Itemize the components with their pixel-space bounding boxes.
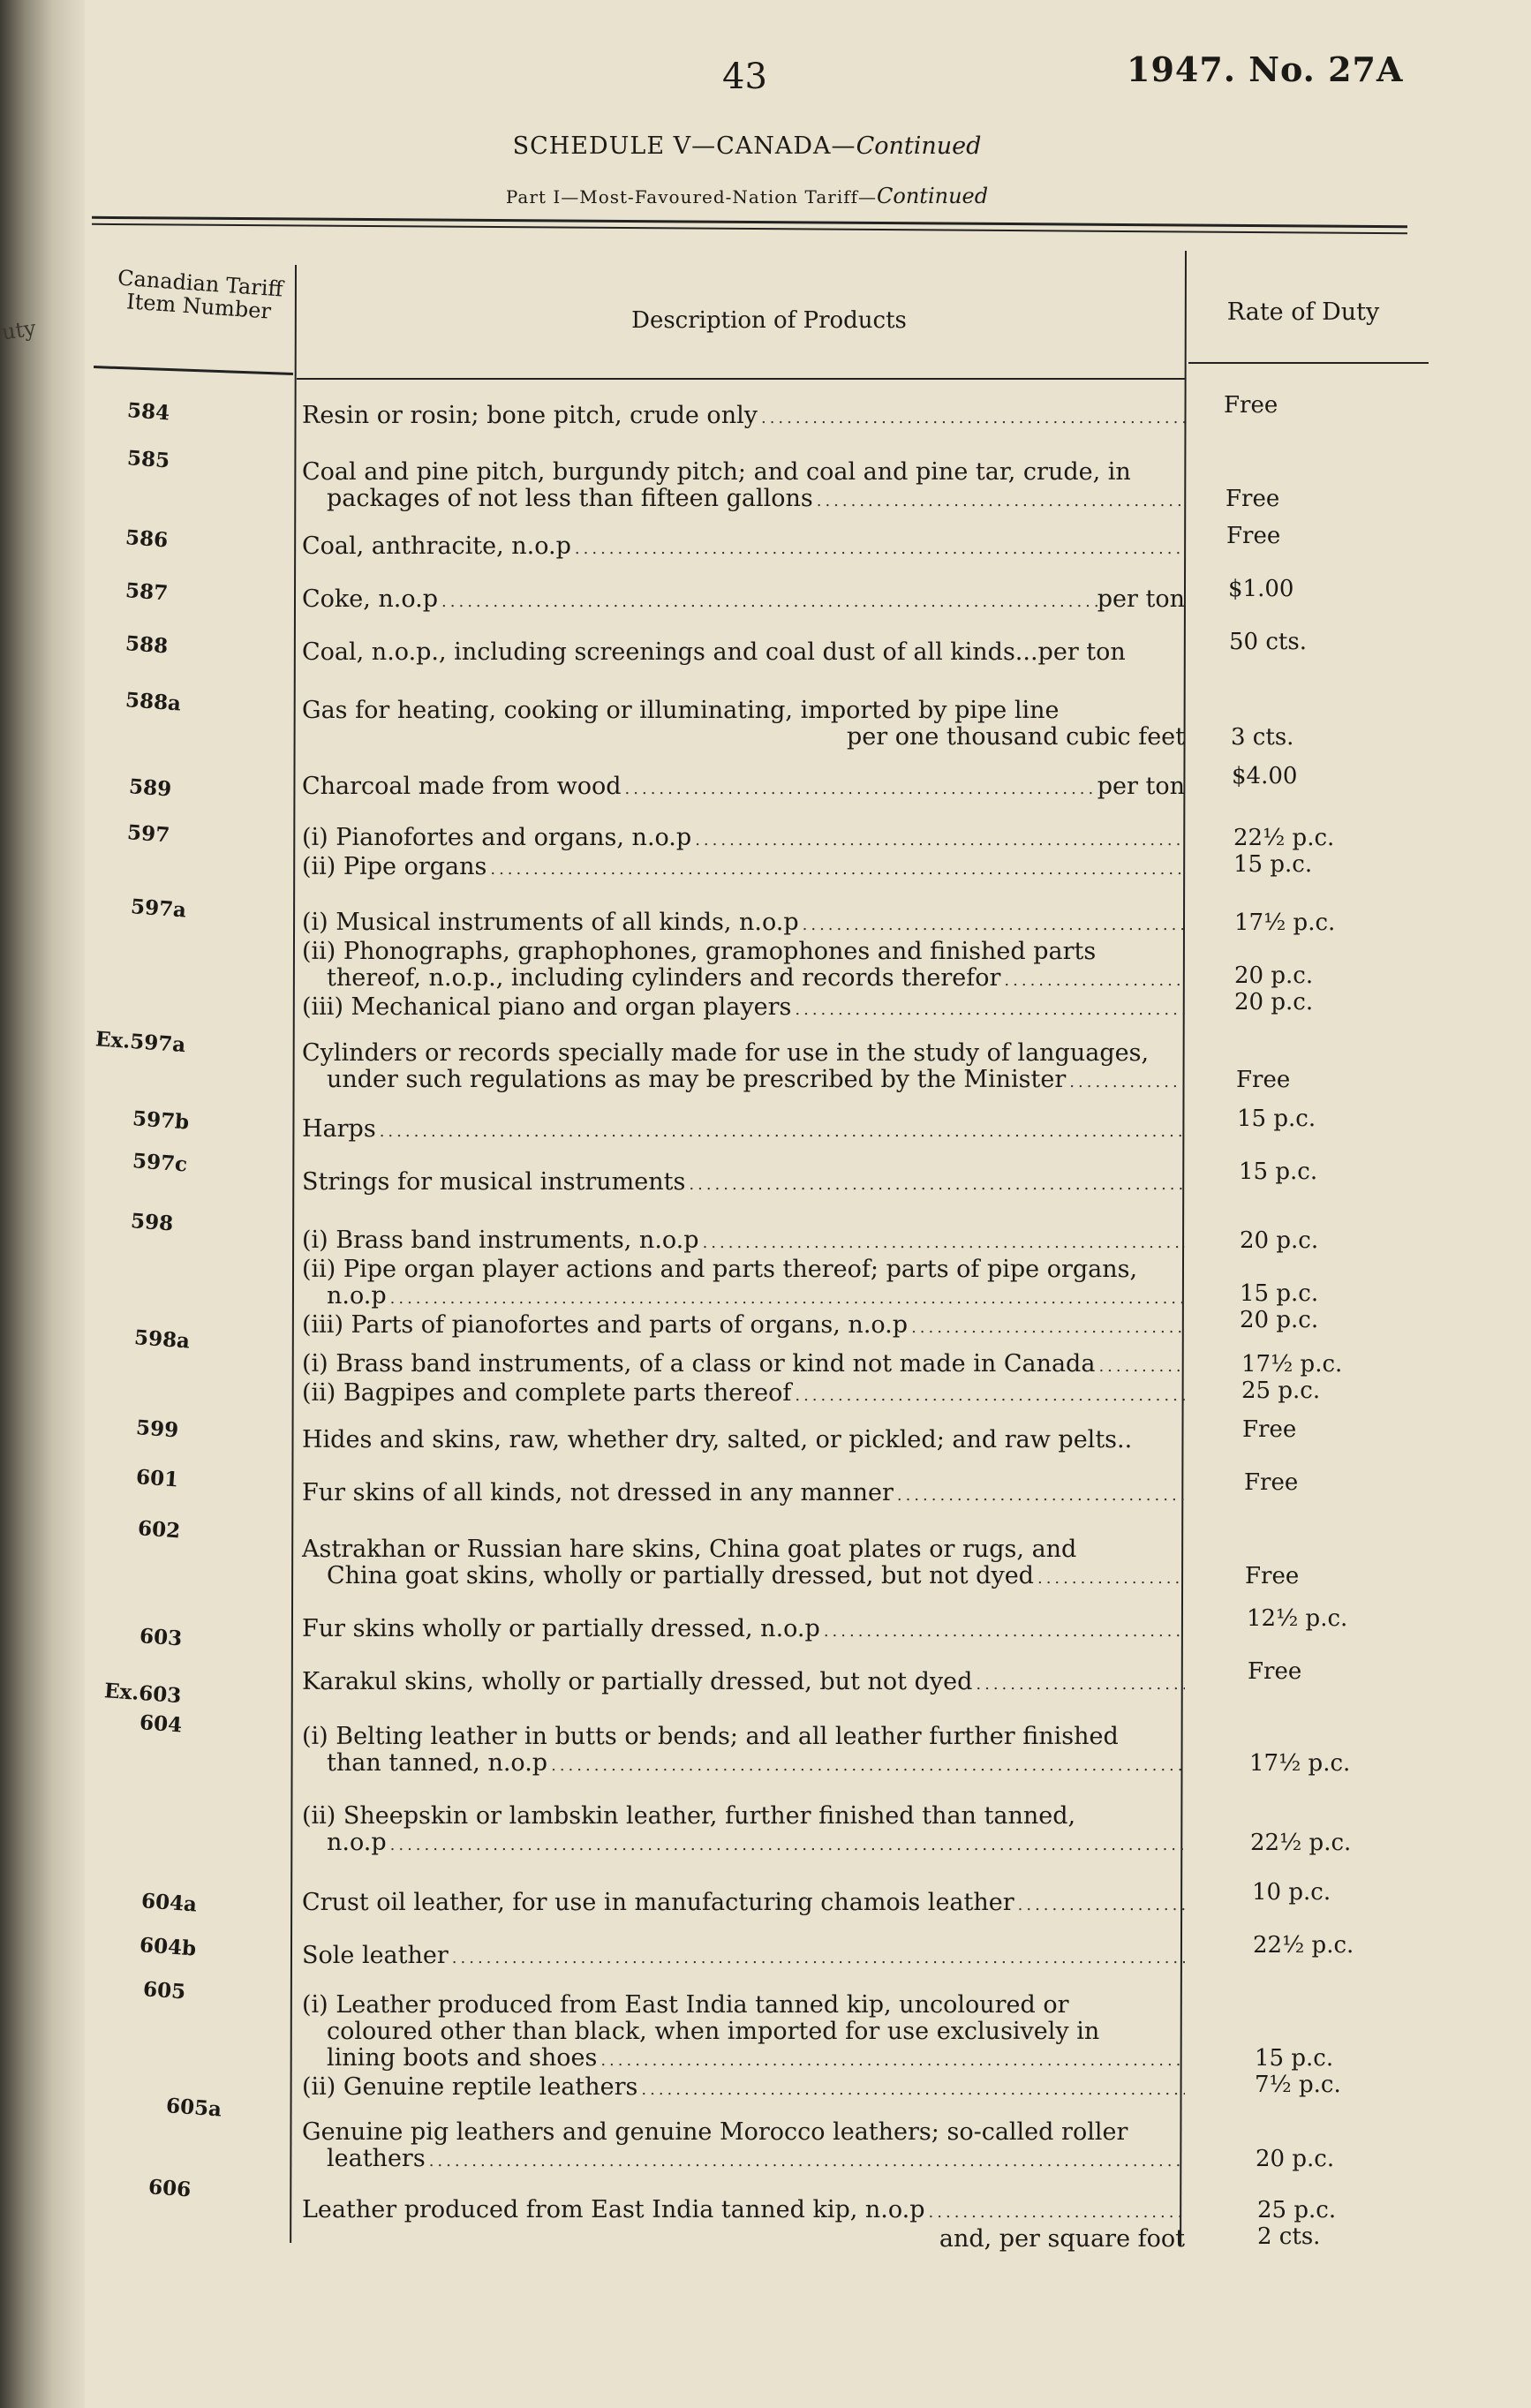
duty-rate: 7½ p.c.: [1255, 2072, 1341, 2098]
product-description: [302, 2119, 1185, 2175]
leader-dots: [429, 2148, 1185, 2175]
leader-dots: [824, 1619, 1185, 1645]
description-text: lining boots and shoes: [327, 2044, 598, 2072]
leader-dots: [976, 1672, 1185, 1698]
description-line: [302, 2197, 1185, 2226]
product-description: [302, 1480, 1185, 1509]
unit-suffix: per ton: [1097, 585, 1185, 613]
description-text: Hides and skins, raw, whether dry, salted, or pickled; and raw pelts..: [302, 1426, 1133, 1453]
description-line: [302, 825, 1185, 854]
tariff-item-number: 598a: [133, 1325, 191, 1354]
duty-rate: Free: [1226, 486, 1280, 512]
description-line: [302, 1750, 1185, 1779]
description-line: [302, 1067, 1185, 1096]
tariff-item-number: 597b: [132, 1106, 191, 1135]
description-line: [302, 2146, 1185, 2175]
duty-rate: 12½ p.c.: [1247, 1605, 1348, 1632]
description-line: [302, 698, 1185, 724]
leader-dots: [795, 1383, 1185, 1409]
leader-dots: [703, 1230, 1185, 1257]
description-text: (ii) Pipe organs: [302, 853, 487, 880]
description-line: [302, 1616, 1185, 1645]
description-line: [302, 586, 1185, 615]
tariff-item-number: 584: [126, 398, 171, 426]
leader-dots: [551, 1753, 1185, 1779]
duty-rate: 20 p.c.: [1240, 1307, 1319, 1333]
description-line: [302, 1427, 1185, 1453]
description-line: [302, 1536, 1185, 1563]
description-text: (ii) Bagpipes and complete parts thereof: [302, 1379, 792, 1407]
description-text: Fur skins wholly or partially dressed, n.o.p: [302, 1615, 820, 1642]
description-line: [302, 1351, 1185, 1380]
duty-rate: 22½ p.c.: [1233, 825, 1335, 851]
leader-dots: [1037, 1566, 1185, 1592]
duty-rate: 15 p.c.: [1233, 851, 1313, 878]
description-line: [302, 2019, 1185, 2045]
description-line: [302, 965, 1185, 994]
tariff-item-number: 602: [137, 1516, 182, 1544]
duty-rate: Free: [1224, 392, 1278, 419]
duty-rate: 17½ p.c.: [1241, 1351, 1343, 1378]
description-line: [302, 724, 1185, 751]
duty-rate: Free: [1248, 1658, 1302, 1685]
description-line: [302, 1480, 1185, 1509]
leader-dots: [803, 912, 1185, 939]
duty-rate: 3 cts.: [1231, 724, 1294, 751]
description-line: [302, 1724, 1185, 1750]
description-text: n.o.p: [327, 1829, 387, 1856]
product-description: [302, 825, 1185, 883]
product-description: [302, 1040, 1185, 1096]
tariff-item-number: 604b: [139, 1933, 198, 1961]
tariff-item-number: 605a: [165, 2094, 222, 2122]
description-text: under such regulations as may be prescribed by the Minister: [327, 1066, 1067, 1093]
duty-rate: 15 p.c.: [1239, 1159, 1318, 1185]
leader-dots: [795, 997, 1185, 1023]
part-title-main: Part I—Most-Favoured-Nation Tariff—: [505, 186, 878, 208]
description-line: [302, 2074, 1185, 2103]
unit-suffix: per ton: [1097, 773, 1185, 800]
product-description: [302, 2197, 1185, 2253]
description-text: Strings for musical instruments: [302, 1168, 686, 1196]
product-description: [302, 1669, 1185, 1698]
description-text: (ii) Pipe organ player actions and parts thereof; parts of pipe organs,: [302, 1256, 1138, 1283]
duty-rate: Free: [1242, 1416, 1297, 1443]
description-line: [302, 1312, 1185, 1341]
product-description: [302, 774, 1185, 803]
duty-rate: 15 p.c.: [1237, 1106, 1316, 1132]
leader-dots: [911, 1315, 1185, 1341]
product-description: [302, 1116, 1185, 1145]
tariff-item-number: 597a: [130, 895, 187, 923]
duty-rate: 25 p.c.: [1241, 1378, 1321, 1404]
description-line: [302, 1227, 1185, 1257]
product-description: [302, 910, 1185, 1023]
description-text: Karakul skins, wholly or partially dressed, but not dyed: [302, 1668, 973, 1695]
leader-dots: [390, 1832, 1185, 1859]
item-header-underline: [94, 366, 293, 375]
description-text: (i) Brass band instruments, of a class or kind not made in Canada: [302, 1350, 1096, 1378]
description-text: Resin or rosin; bone pitch, crude only: [302, 402, 758, 429]
description-line: [302, 1830, 1185, 1859]
description-text: Fur skins of all kinds, not dressed in any manner: [302, 1479, 894, 1506]
description-text: Coal and pine pitch, burgundy pitch; and coal and pine tar, crude, in: [302, 458, 1131, 486]
description-text: (iii) Parts of pianofortes and parts of organs, n.o.p: [302, 1311, 909, 1339]
description-text: coloured other than black, when imported for use exclusively in: [327, 2018, 1100, 2045]
description-text: Leather produced from East India tanned kip, n.o.p: [302, 2196, 925, 2223]
description-line: [302, 1040, 1185, 1067]
leader-dots: [390, 1286, 1185, 1312]
description-text: Gas for heating, cooking or illuminating, imported by pipe line: [302, 697, 1060, 724]
description-line: [302, 2119, 1185, 2146]
product-description: [302, 1943, 1185, 1972]
leader-dots: [441, 589, 1097, 615]
description-text: Coal, n.o.p., including screenings and coal dust of all kinds...per ton: [302, 638, 1126, 666]
duty-rate: Free: [1244, 1469, 1299, 1496]
tariff-item-number: Ex.597a: [94, 1027, 187, 1058]
product-description: [302, 1536, 1185, 1592]
duty-rate: $1.00: [1228, 576, 1294, 602]
product-description: [302, 1616, 1185, 1645]
product-description: [302, 1227, 1185, 1341]
leader-dots: [490, 857, 1185, 883]
document-reference: 1947. No. 27A: [1127, 49, 1404, 89]
document-page: [85, 0, 1531, 2408]
description-line: [302, 1669, 1185, 1698]
description-text: (ii) Genuine reptile leathers: [302, 2073, 638, 2101]
leader-dots: [761, 405, 1185, 432]
leader-dots: [817, 488, 1185, 515]
tariff-item-number: 604a: [140, 1889, 198, 1917]
duty-rate: 17½ p.c.: [1234, 910, 1336, 936]
duty-rate: Free: [1236, 1067, 1291, 1093]
duty-rate: $4.00: [1232, 763, 1298, 789]
tariff-item-number: 606: [147, 2175, 192, 2202]
description-text: packages of not less than fifteen gallons: [327, 485, 813, 512]
product-description: [302, 586, 1185, 615]
tariff-item-number: 597: [126, 820, 171, 848]
description-text: per one thousand cubic feet: [847, 723, 1185, 751]
description-line: [302, 2045, 1185, 2074]
description-line: [302, 1563, 1185, 1592]
description-text: (ii) Sheepskin or lambskin leather, further finished than tanned,: [302, 1802, 1076, 1830]
rate-header-underline: [1188, 362, 1429, 364]
description-text: Cylinders or records specially made for use in the study of languages,: [302, 1039, 1150, 1067]
tariff-item-number: 589: [128, 774, 173, 802]
description-line: [302, 910, 1185, 939]
description-text: Genuine pig leathers and genuine Morocco leathers; so-called roller: [302, 2118, 1128, 2146]
column-header-rate: Rate of Duty: [1226, 298, 1380, 326]
description-line: [302, 1992, 1185, 2019]
description-text: (i) Leather produced from East India tanned kip, uncoloured or: [302, 1991, 1069, 2019]
description-line: [302, 1257, 1185, 1283]
description-line: [302, 459, 1185, 486]
description-line: [302, 639, 1185, 666]
description-text: (iii) Mechanical piano and organ players: [302, 993, 792, 1021]
tariff-item-number: 586: [124, 525, 170, 553]
tariff-item-number: 599: [135, 1415, 180, 1443]
description-line: [302, 403, 1185, 432]
description-line: [302, 939, 1185, 965]
product-description: [302, 403, 1185, 432]
description-line: [302, 533, 1185, 562]
tariff-item-number: 585: [126, 446, 171, 473]
description-line: [302, 1890, 1185, 1919]
duty-rate: 25 p.c.: [1257, 2197, 1337, 2223]
column-header-description: Description of Products: [631, 307, 907, 334]
description-line: [302, 486, 1185, 515]
leader-dots: [452, 1945, 1185, 1972]
leader-dots: [625, 776, 1097, 803]
leader-dots: [641, 2077, 1185, 2103]
column-header-item-number: Canadian Tariff Item Number: [117, 265, 284, 324]
duty-rate: Free: [1226, 523, 1281, 549]
description-text: (ii) Phonographs, graphophones, gramophones and finished parts: [302, 938, 1097, 965]
description-text: Crust oil leather, for use in manufacturing chamois leather: [302, 1889, 1014, 1916]
book-gutter-shadow: [0, 0, 85, 2408]
description-line: [302, 1116, 1185, 1145]
duty-rate: 20 p.c.: [1234, 989, 1314, 1015]
duty-rate: 20 p.c.: [1240, 1227, 1319, 1254]
leader-dots: [575, 536, 1185, 562]
description-text: (i) Brass band instruments, n.o.p: [302, 1227, 699, 1254]
product-description: [302, 1427, 1185, 1453]
description-line: [302, 994, 1185, 1023]
schedule-title-continued: Continued: [856, 132, 982, 160]
schedule-title: [85, 132, 1409, 160]
description-line: [302, 774, 1185, 803]
description-line: [302, 1803, 1185, 1830]
product-description: [302, 1992, 1185, 2103]
description-header-underline: [297, 378, 1185, 380]
description-line: [302, 1283, 1185, 1312]
description-text: Charcoal made from wood: [302, 773, 622, 800]
leader-dots: [1098, 1354, 1185, 1380]
tariff-item-number: 597c: [132, 1149, 188, 1177]
duty-rate: 2 cts.: [1257, 2223, 1321, 2250]
leader-dots: [689, 1172, 1185, 1198]
part-title: [85, 184, 1409, 208]
duty-rate: Free: [1245, 1563, 1300, 1589]
description-line: [302, 854, 1185, 883]
description-text: Sole leather: [302, 1942, 449, 1969]
description-line: [302, 1169, 1185, 1198]
duty-rate: 20 p.c.: [1234, 962, 1314, 989]
leader-dots: [380, 1119, 1185, 1145]
description-text: thereof, n.o.p., including cylinders and records therefor: [327, 964, 1001, 992]
product-description: [302, 1169, 1185, 1198]
tariff-item-number: Ex.603: [103, 1679, 183, 1709]
leader-dots: [1069, 1069, 1185, 1096]
tariff-item-number: 604: [139, 1710, 184, 1738]
description-text: and, per square foot: [939, 2225, 1185, 2253]
left-page-fragment: uty: [0, 315, 38, 345]
part-title-continued: Continued: [877, 184, 989, 208]
duty-rate: 22½ p.c.: [1253, 1932, 1354, 1959]
tariff-item-number: 605: [142, 1977, 187, 2004]
duty-rate: 20 p.c.: [1256, 2146, 1335, 2172]
product-description: [302, 1803, 1185, 1859]
leader-dots: [897, 1483, 1185, 1509]
description-text: Coal, anthracite, n.o.p: [302, 532, 571, 560]
description-line: [302, 2226, 1185, 2253]
tariff-item-number: 588a: [124, 688, 182, 716]
leader-dots: [1018, 1892, 1185, 1919]
leader-dots: [600, 2048, 1185, 2074]
page-number: 43: [722, 57, 767, 97]
tariff-item-number: 601: [135, 1465, 180, 1492]
duty-rate: 22½ p.c.: [1250, 1830, 1352, 1856]
description-text: n.o.p: [327, 1282, 387, 1310]
tariff-item-number: 598: [130, 1209, 175, 1236]
product-description: [302, 698, 1185, 751]
leader-dots: [695, 827, 1185, 854]
product-description: [302, 1890, 1185, 1919]
product-description: [302, 639, 1185, 666]
description-line: [302, 1943, 1185, 1972]
duty-rate: 50 cts.: [1229, 629, 1307, 655]
product-description: [302, 533, 1185, 562]
duty-rate: 17½ p.c.: [1249, 1750, 1351, 1777]
schedule-title-main: SCHEDULE V—CANADA—: [512, 132, 856, 160]
description-text: (i) Musical instruments of all kinds, n.o.p: [302, 909, 799, 936]
product-description: [302, 1351, 1185, 1409]
product-description: [302, 1724, 1185, 1779]
tariff-item-number: 588: [124, 631, 170, 659]
description-text: China goat skins, wholly or partially dressed, but not dyed: [327, 1562, 1034, 1589]
description-text: than tanned, n.o.p: [327, 1749, 548, 1777]
description-text: leathers: [327, 2145, 426, 2172]
description-left-rule: [290, 265, 297, 2243]
duty-rate: 15 p.c.: [1255, 2045, 1334, 2072]
tariff-item-number: 587: [124, 578, 170, 606]
description-text: (i) Belting leather in butts or bends; and all leather further finished: [302, 1723, 1119, 1750]
description-text: (i) Pianofortes and organs, n.o.p: [302, 824, 692, 851]
leader-dots: [929, 2200, 1185, 2226]
leader-dots: [1004, 968, 1185, 994]
description-text: Astrakhan or Russian hare skins, China goat plates or rugs, and: [302, 1536, 1077, 1563]
description-text: Coke, n.o.p: [302, 585, 439, 613]
description-text: Harps: [302, 1115, 376, 1143]
description-line: [302, 1380, 1185, 1409]
duty-rate: 10 p.c.: [1252, 1879, 1331, 1906]
product-description: [302, 459, 1185, 515]
tariff-item-number: 603: [139, 1624, 184, 1651]
duty-rate: 15 p.c.: [1240, 1280, 1319, 1307]
